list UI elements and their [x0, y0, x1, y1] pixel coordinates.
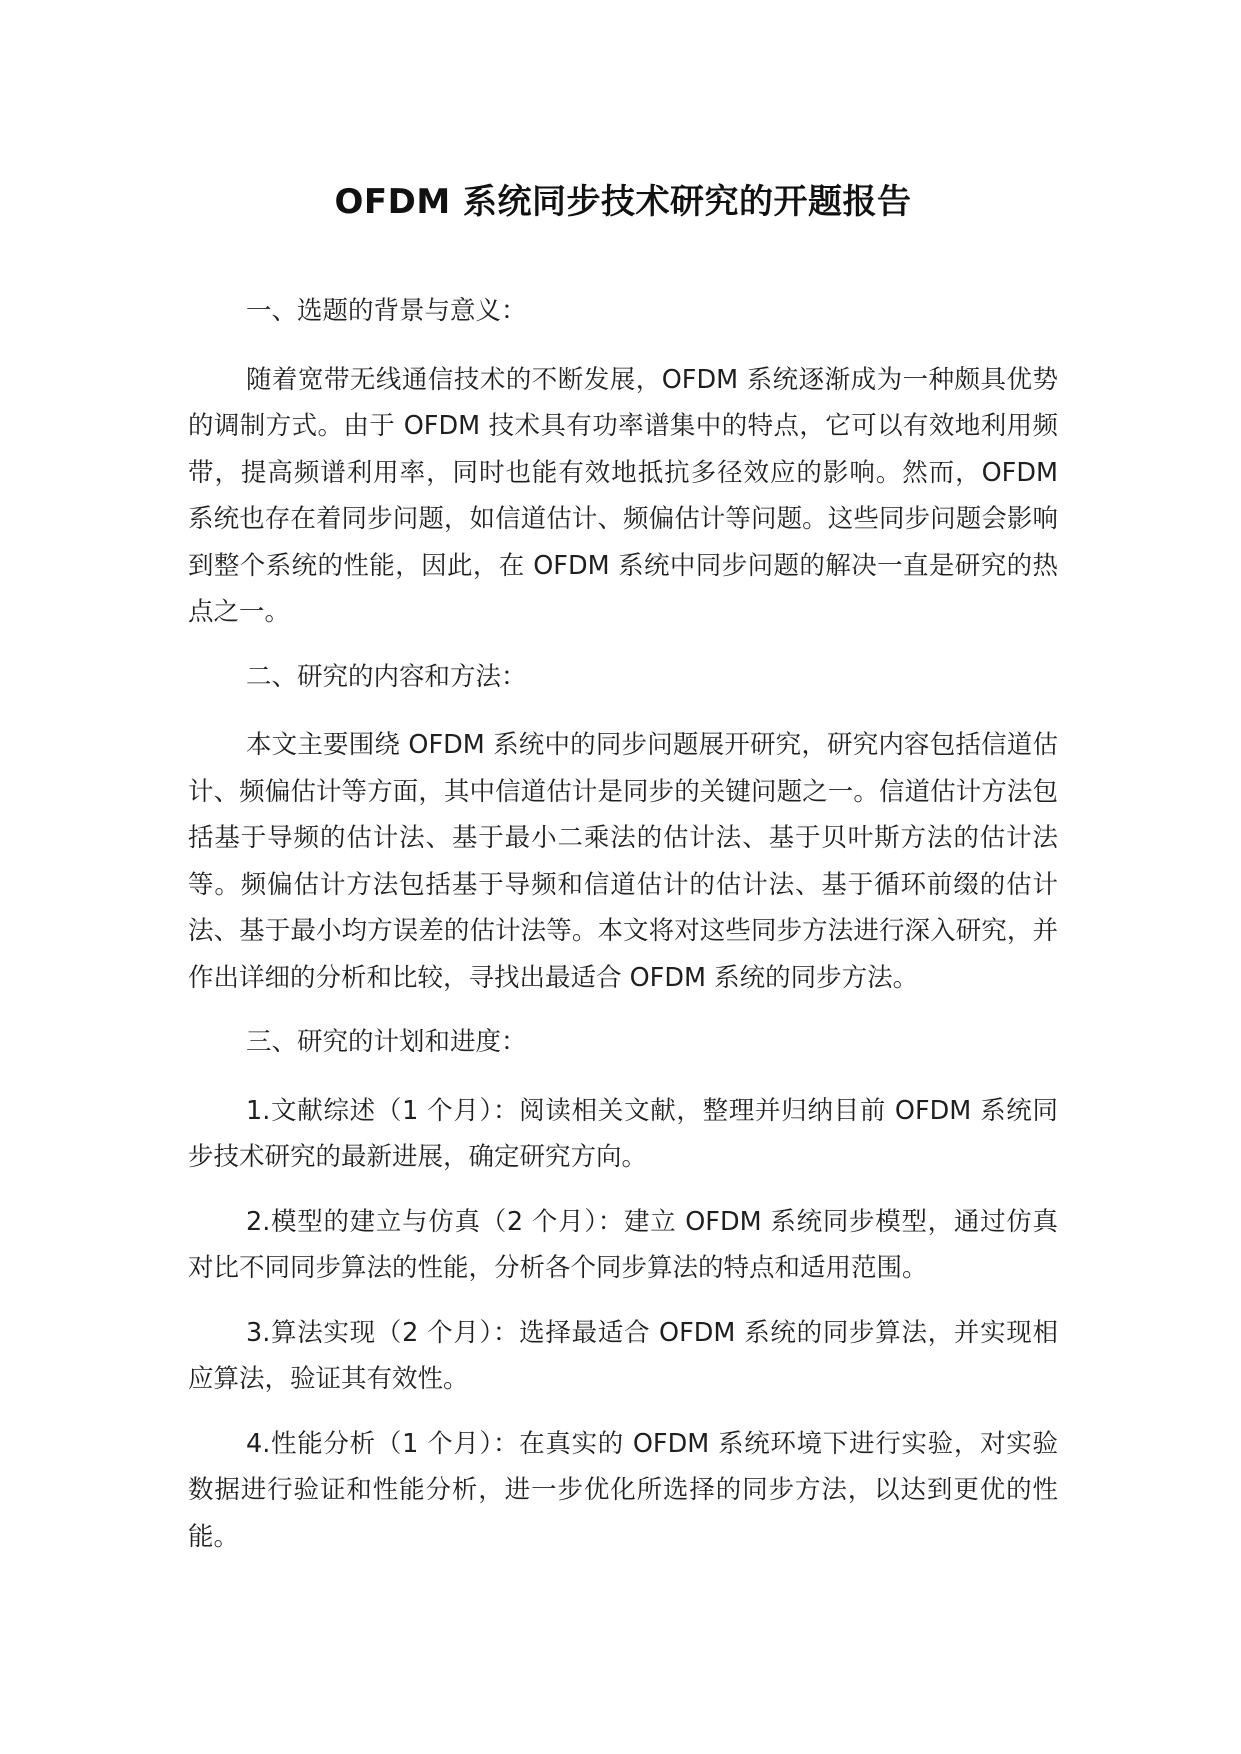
body-paragraph: 本文主要围绕 OFDM 系统中的同步问题展开研究，研究内容包括信道估计、频偏估计等方面，其中信道估计是同步的关键问题之一。信道估计方法包括基于导频的估计法、基于最小二乘法的估计法、基于贝叶斯方法的估计法等。频偏估计方法包括基于导频和信道估计的估计法、基于循环前缀的估计法、基于最小均方误差的估计法等。本文将对这些同步方法进行深入研究，并作出详细的分析和比较，寻找出最适合 OFDM 系统的同步方法。	[188, 730, 1058, 993]
document-page	[188, 178, 1058, 1578]
document-title: OFDM 系统同步技术研究的开题报告	[334, 182, 912, 222]
section-heading: 三、研究的计划和进度：	[246, 1027, 527, 1057]
section-heading: 一、选题的背景与意义：	[246, 296, 527, 326]
plan-item: 4.性能分析（1 个月）：在真实的 OFDM 系统环境下进行实验，对实验数据进行验证和性能分析，进一步优化所选择的同步方法，以达到更优的性能。	[188, 1428, 1058, 1552]
plan-item: 2.模型的建立与仿真（2 个月）：建立 OFDM 系统同步模型，通过仿真对比不同同步算法的性能，分析各个同步算法的特点和适用范围。	[188, 1206, 1058, 1283]
section-background	[188, 288, 1058, 636]
section-heading: 二、研究的内容和方法：	[246, 661, 527, 692]
plan-item: 3.算法实现（2 个月）：选择最适合 OFDM 系统的同步算法，并实现相应算法，验证其有效性。	[188, 1317, 1058, 1394]
body-paragraph: 随着宽带无线通信技术的不断发展，OFDM 系统逐渐成为一种颇具优势的调制方式。由于 OFDM 技术具有功率谱集中的特点，它可以有效地利用频带，提高频谱利用率，同时也能有效地抵抗多径效应的影响。然而，OFDM 系统也存在着同步问题，如信道估计、频偏估计等问题。这些同步问题会影响到整个系统的性能，因此，在 OFDM 系统中同步问题的解决一直是研究的热点之一。	[188, 364, 1058, 627]
section-content-methods	[188, 654, 1058, 1002]
plan-item: 1.文献综述（1 个月）：阅读相关文献，整理并归纳目前 OFDM 系统同步技术研究的最新进展，确定研究方向。	[188, 1095, 1058, 1172]
section-plan-schedule	[188, 1019, 1058, 1560]
